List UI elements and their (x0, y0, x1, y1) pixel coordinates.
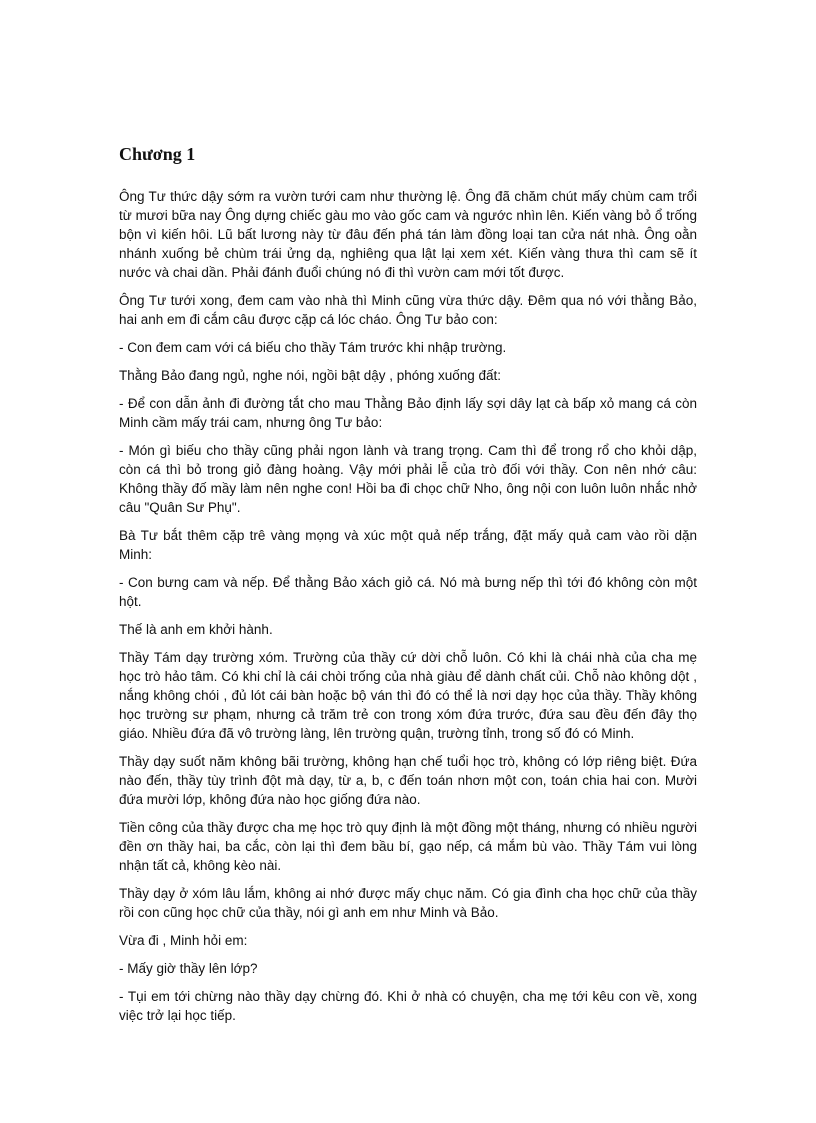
paragraph: Thế là anh em khởi hành. (119, 622, 273, 637)
paragraph: - Món gì biếu cho thầy cũng phải ngon lành và trang trọng. Cam thì để trong rổ cho khỏi dập, còn cá thì bỏ trong giỏ đàng hoàng. Vậy mới phải lễ của trò đối với thầy. Con nên nhớ câu: Không thầy đố mầy làm nên nghe con! Hồi ba đi chọc chữ Nho, ông nội con luôn luôn nhắc nhở câu "Quân Sư Phụ". (119, 443, 697, 515)
paragraph: Thầy Tám dạy trường xóm. Trường của thầy cứ dời chỗ luôn. Có khi là chái nhà của cha mẹ học trò hảo tâm. Có khi chỉ là cái chòi trống của nhà giàu để dành chất củi. Chỗ nào không dột , nắng không chói , đủ lót cái bàn hoặc bộ ván thì đó có thể là nơi dạy học của thầy. Thầy không học trường sư phạm, nhưng cả trăm trẻ con trong xóm đứa trước, đứa sau đều đến đây thọ giáo. Nhiều đứa đã vô trường làng, lên trường quận, trường tỉnh, trong số đó có Minh. (119, 650, 697, 741)
paragraph: Ông Tư thức dậy sớm ra vườn tưới cam như thường lệ. Ông đã chăm chút mấy chùm cam trổi từ mươi bữa nay Ông dựng chiếc gàu mo vào gốc cam và ngước nhìn lên. Kiến vàng bỏ ổ trống bộn vì kiến hôi. Lũ bất lương này từ đâu đến phá tán làm đồng loại tan cửa nát nhà. Ông oằn nhánh xuống bẻ chùm trái ửng dạ, nghiêng qua lật lại xem xét. Kiến vàng thưa thì cam sẽ ít nước và chai dần. Phải đánh đuổi chúng nó đi thì vườn cam mới tốt được. (119, 189, 697, 280)
paragraph: - Con bưng cam và nếp. Để thằng Bảo xách giỏ cá. Nó mà bưng nếp thì tới đó không còn một hột. (119, 575, 697, 609)
paragraph: - Để con dẫn ảnh đi đường tắt cho mau Thằng Bảo định lấy sợi dây lạt cà bấp xỏ mang cá còn Minh cầm mấy trái cam, nhưng ông Tư bảo: (119, 396, 697, 430)
paragraph: Thầy dạy ở xóm lâu lắm, không ai nhớ được mấy chục năm. Có gia đình cha học chữ của thầy rồi con cũng học chữ của thầy, nói gì anh em như Minh và Bảo. (119, 886, 697, 920)
paragraph: Thầy dạy suốt năm không bãi trường, không hạn chế tuổi học trò, không có lớp riêng biệt. Đứa nào đến, thầy tùy trình đột mà dạy, từ a, b, c đến toán nhơn một con, toán chia hai con. Mười đứa mười lớp, không đứa nào học giống đứa nào. (119, 754, 697, 807)
paragraph: Vừa đi , Minh hỏi em: (119, 933, 248, 948)
document-page (119, 141, 697, 1034)
paragraph: - Con đem cam với cá biếu cho thầy Tám trước khi nhập trường. (119, 340, 507, 355)
paragraph: Bà Tư bắt thêm cặp trê vàng mọng và xúc một quả nếp trắng, đặt mấy quả cam vào rồi dặn Minh: (119, 528, 697, 562)
paragraph: Thằng Bảo đang ngủ, nghe nói, ngồi bật dậy , phóng xuống đất: (119, 368, 502, 383)
paragraph: Ông Tư tưới xong, đem cam vào nhà thì Minh cũng vừa thức dậy. Đêm qua nó với thằng Bảo, hai anh em đi cắm câu được cặp cá lóc cháo. Ông Tư bảo con: (119, 293, 697, 327)
paragraph: Tiền công của thầy được cha mẹ học trò quy định là một đồng một tháng, nhưng có nhiều người đền ơn thầy hai, ba cắc, còn lại thì đem bầu bí, gạo nếp, cá mắm bù vào. Thầy Tám vui lòng nhận tất cả, không kèo nài. (119, 820, 697, 873)
chapter-title: Chương 1 (119, 144, 196, 164)
paragraph: - Tụi em tới chừng nào thầy dạy chừng đó. Khi ở nhà có chuyện, cha mẹ tới kêu con về, xong việc trở lại học tiếp. (119, 989, 697, 1023)
paragraph: - Mấy giờ thầy lên lớp? (119, 961, 258, 976)
